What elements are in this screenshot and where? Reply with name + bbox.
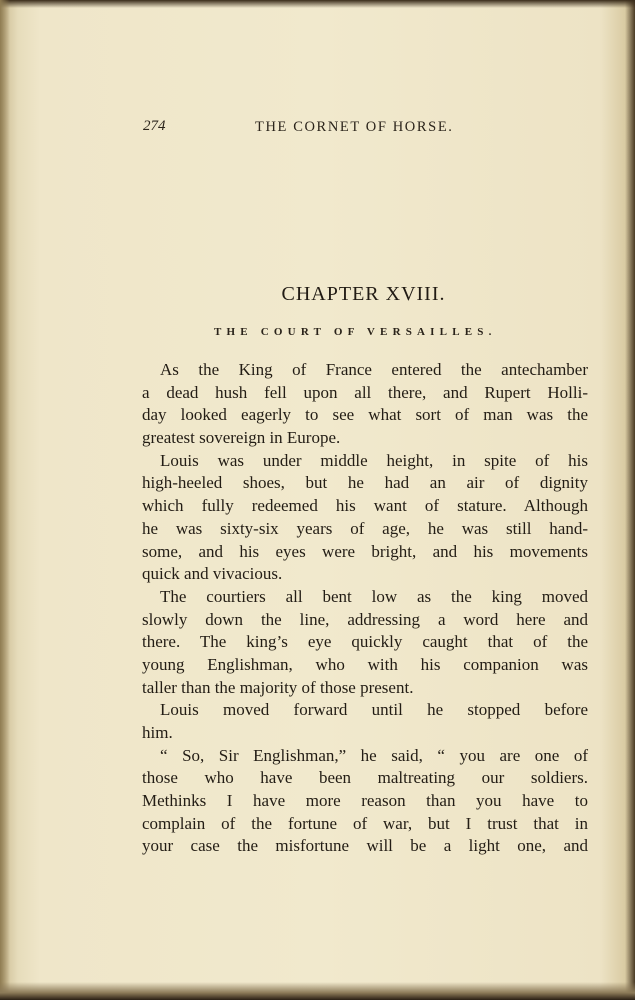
text-line: The courtiers all bent low as the king moved — [160, 586, 588, 606]
body-text — [142, 359, 588, 858]
text-line: a dead hush fell upon all there, and Rupert Holli- — [142, 382, 588, 402]
text-line: which fully redeemed his want of stature. Although — [142, 496, 588, 516]
text-line: complain of the fortune of war, but I trust that in — [142, 813, 588, 833]
text-line: high-heeled shoes, but he had an air of dignity — [142, 473, 588, 493]
text-line: he was sixty-six years of age, he was still hand- — [142, 518, 588, 538]
text-line: young Englishman, who with his companion was — [142, 654, 588, 674]
text-line: those who have been maltreating our soldiers. — [142, 768, 588, 788]
text-line: some, and his eyes were bright, and his movements — [142, 541, 588, 561]
running-title: THE CORNET OF HORSE. — [255, 119, 454, 135]
text-line: Methinks I have more reason than you have to — [142, 791, 588, 811]
top-edge-shadow — [0, 0, 635, 8]
bottom-edge-shadow — [0, 982, 635, 1000]
binding-edge — [0, 0, 10, 1000]
text-line: him. — [142, 723, 173, 742]
text-line: Louis moved forward until he stopped before — [160, 700, 588, 720]
chapter-subtitle: THE COURT OF VERSAILLES. — [214, 326, 497, 338]
page-number: 274 — [143, 118, 166, 134]
text-line: your case the misfortune will be a light one, and — [142, 836, 588, 856]
running-head — [143, 118, 573, 140]
text-line: slowly down the line, addressing a word here and — [142, 609, 588, 629]
text-line: there. The king’s eye quickly caught that of the — [142, 632, 588, 652]
chapter-title: CHAPTER XVIII. — [281, 283, 446, 305]
text-line: taller than the majority of those present. — [142, 677, 414, 697]
text-line: As the King of France entered the antechamber — [160, 360, 588, 379]
text-line: day looked eagerly to see what sort of man was the — [142, 405, 588, 425]
text-line: quick and vivacious. — [142, 564, 283, 584]
text-line: greatest sovereign in Europe. — [142, 428, 341, 448]
text-line: Louis was under middle height, in spite of his — [160, 450, 588, 470]
text-line: “ So, Sir Englishman,” he said, “ you are one of — [160, 745, 588, 765]
